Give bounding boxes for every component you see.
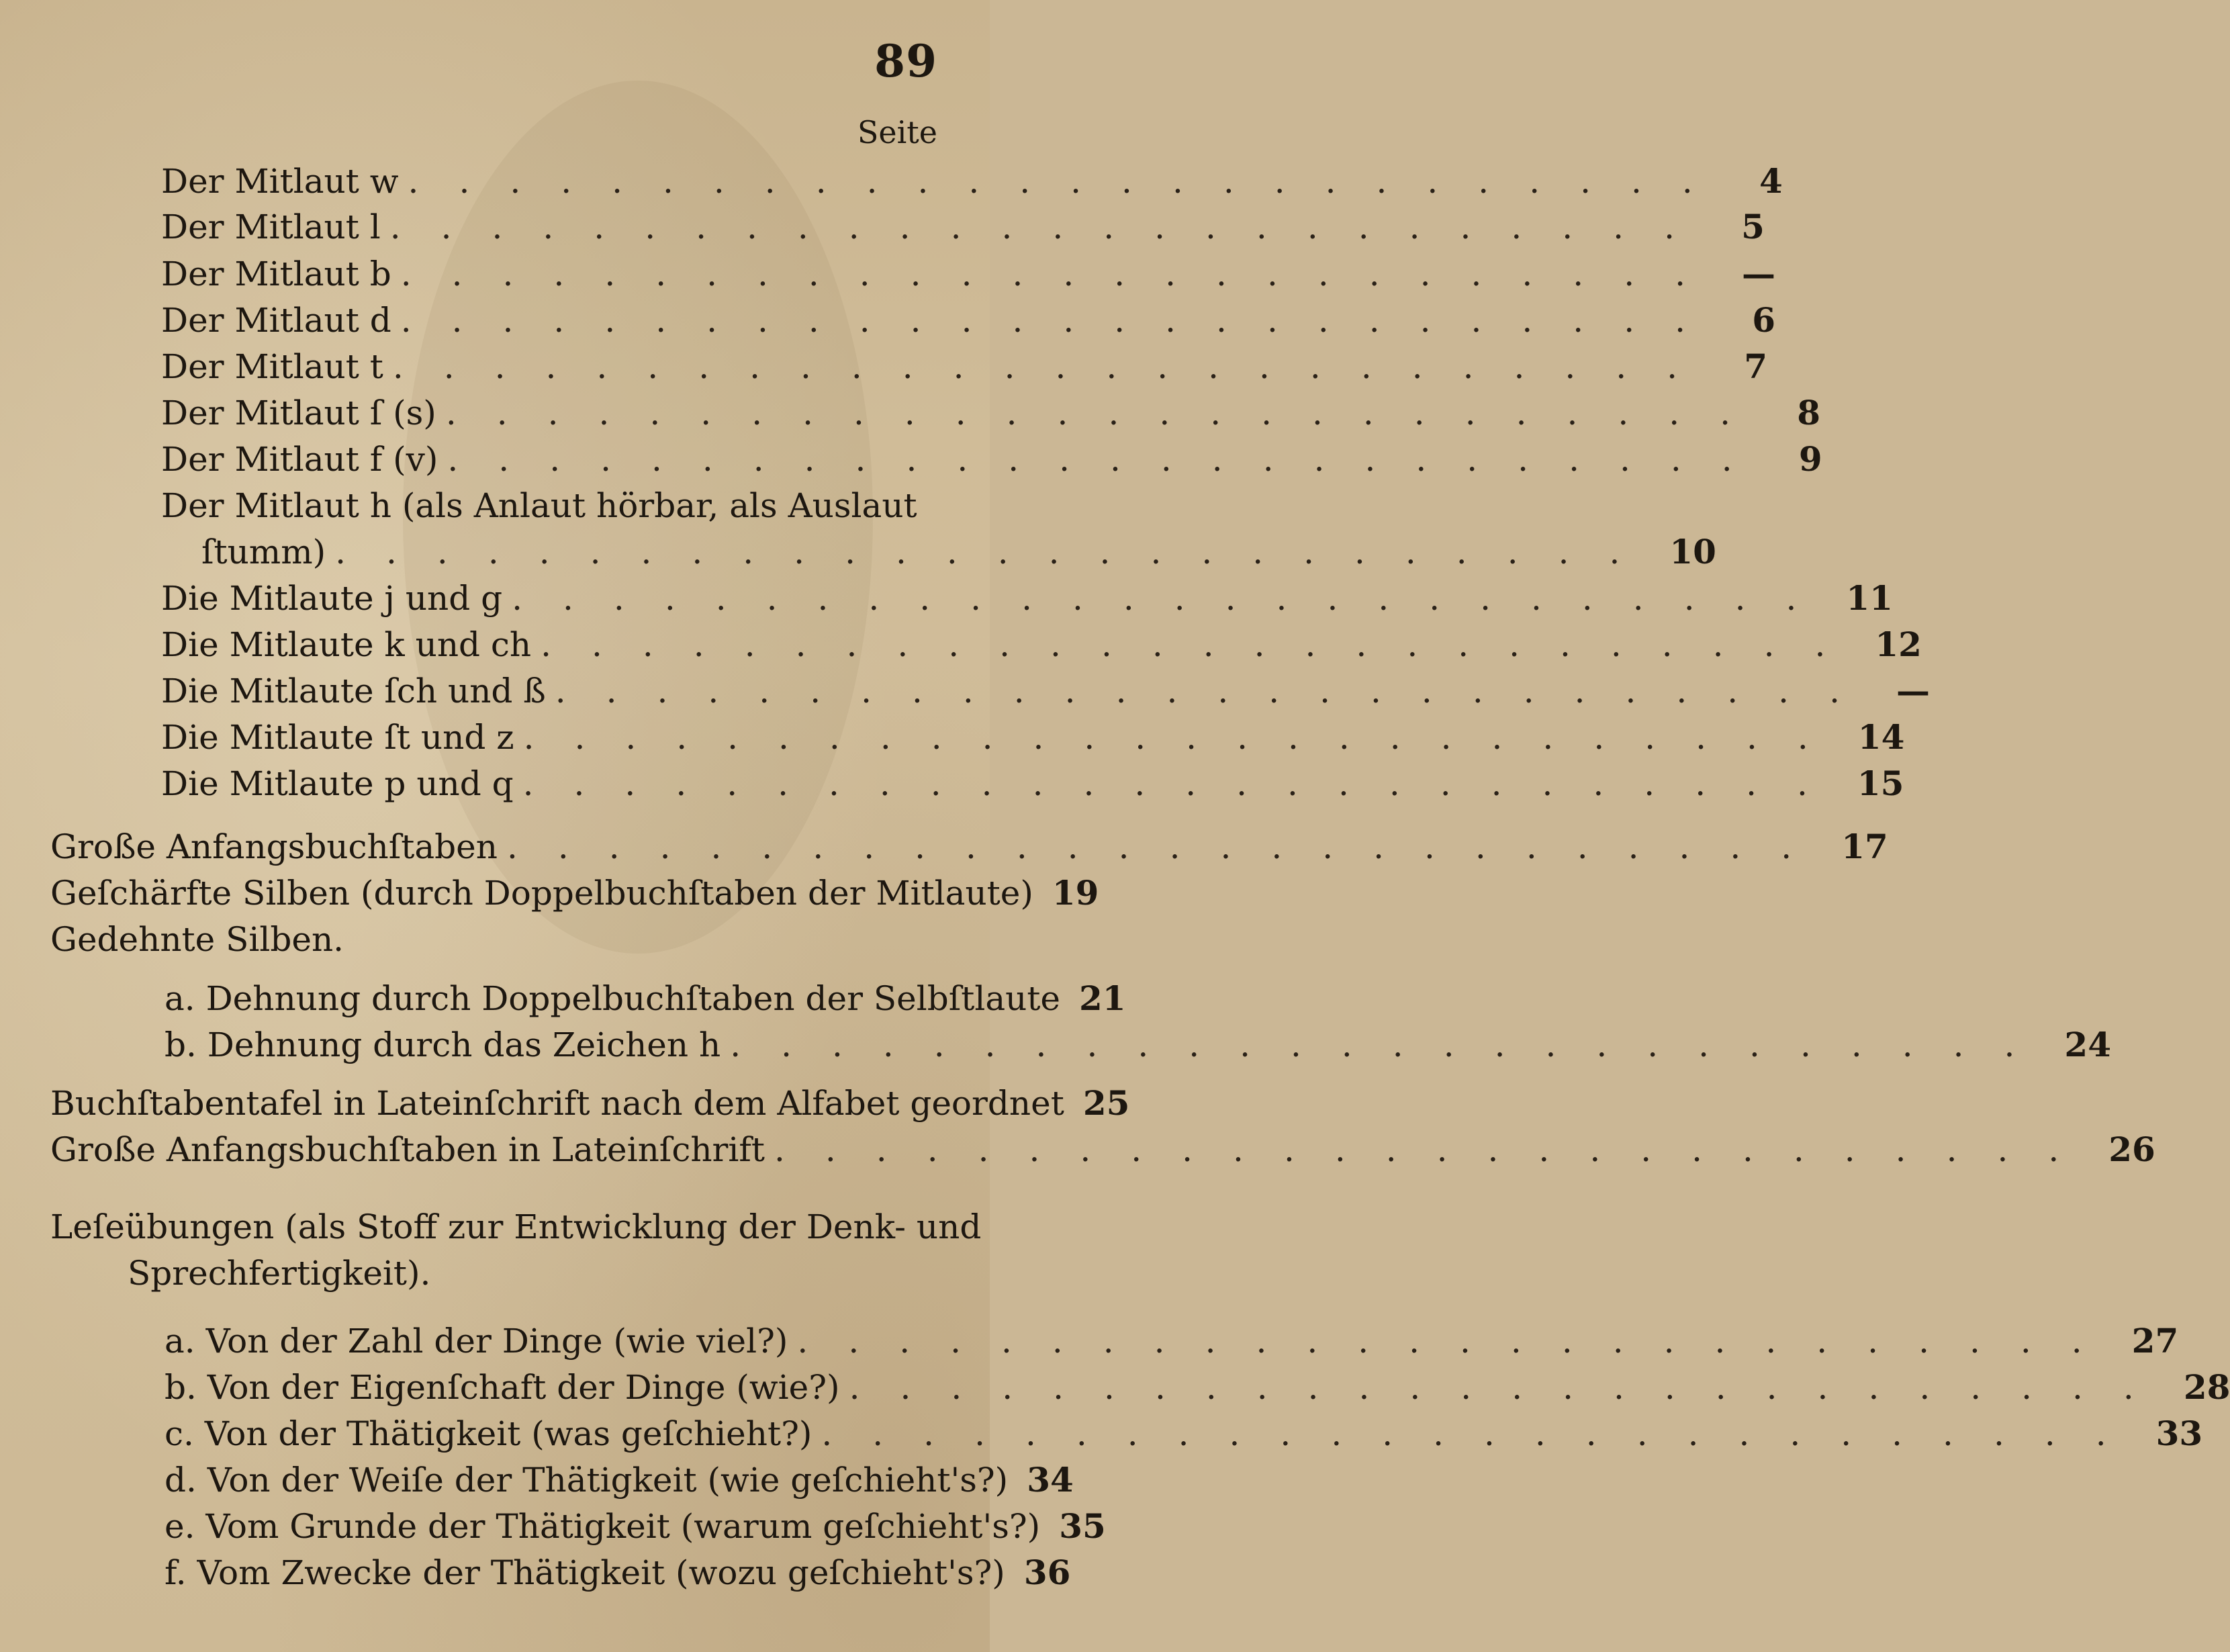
leader-dots: .......................... (392, 347, 1718, 386)
toc-entry-label: Der Mitlaut t (161, 347, 383, 386)
toc-entry-label: Sprechfertigkeit). (128, 1254, 431, 1293)
toc-entry-page: 24 (2064, 1025, 2112, 1064)
toc-entry-label: Der Mitlaut ſ (s) (161, 394, 436, 432)
leader-dots: .......................... (774, 1130, 2100, 1169)
leader-dots: .......................... (335, 533, 1661, 571)
toc-entry (50, 1083, 1130, 1123)
toc-entry-label: a. Von der Zahl der Dinge (wie viel?) (165, 1322, 788, 1361)
leader-dots: .......................... (400, 255, 1726, 293)
toc-entry-label: b. Dehnung durch das Zeichen h (165, 1025, 721, 1064)
toc-entry (50, 1130, 2155, 1169)
toc-entry-label: c. Von der Thätigkeit (was geſchieht?) (165, 1414, 812, 1453)
toc-entry (165, 1321, 2179, 1361)
toc-entry-page: — (1896, 671, 1930, 710)
toc-entry-page: 36 (1023, 1553, 1071, 1592)
toc-entry-label: Buchſtabentafel in Lateinſchrift nach dem Alfabet geordnet (50, 1084, 1064, 1123)
leader-dots: .......................... (506, 827, 1832, 866)
leader-dots: .......................... (522, 764, 1848, 803)
leader-dots: .......................... (389, 208, 1715, 246)
toc-entry-label: Große Anfangsbuchſtaben (50, 827, 498, 866)
toc-entry-label: Der Mitlaut l (161, 208, 381, 246)
leader-dots: .......................... (512, 579, 1837, 618)
toc-entry (161, 625, 1922, 664)
leader-dots: .......................... (541, 625, 1866, 664)
toc-entry (165, 1506, 1106, 1546)
leader-dots: .......................... (408, 162, 1733, 201)
toc-entry (165, 1414, 2203, 1453)
leader-dots: .......................... (797, 1322, 2123, 1361)
toc-entry-page: 9 (1798, 439, 1822, 479)
toc-entry (161, 671, 1930, 710)
toc-entry (165, 1025, 2112, 1064)
leader-dots: .......................... (447, 440, 1773, 479)
page-column-header: Seite (857, 114, 937, 150)
toc-entry (161, 578, 1893, 618)
toc-entry-page: 8 (1797, 393, 1821, 432)
leader-dots: .......................... (400, 301, 1726, 340)
toc-entry-page: 35 (1059, 1506, 1106, 1546)
toc-entry-label: e. Vom Grunde der Thätigkeit (warum geſchieht's?) (165, 1507, 1041, 1546)
toc-entry-page: 14 (1857, 717, 1905, 757)
toc-entry-page: 11 (1846, 578, 1893, 618)
toc-entry (161, 764, 1904, 803)
toc-entry (50, 827, 1888, 866)
toc-entry (161, 439, 1822, 479)
toc-entry-page: 7 (1744, 347, 1768, 386)
toc-entry-label: Die Mitlaute ſt und z (161, 718, 514, 757)
toc-entry-page: — (1741, 254, 1775, 293)
toc-entry (165, 1367, 2230, 1407)
toc-entry-label: Leſeübungen (als Stoff zur Entwicklung der Denk- und (50, 1207, 982, 1246)
toc-entry-page: 10 (1669, 532, 1716, 571)
leader-dots: .......................... (445, 394, 1771, 432)
toc-entry (161, 393, 1821, 432)
toc-entry-label: f. Vom Zwecke der Thätigkeit (wozu geſchieht's?) (165, 1553, 1005, 1592)
toc-entry-label: d. Von der Weiſe der Thätigkeit (wie geſchieht's?) (165, 1461, 1009, 1500)
toc-entry (161, 161, 1783, 201)
toc-entry-page: 33 (2155, 1414, 2203, 1453)
toc-entry-label: Der Mitlaut b (161, 255, 391, 293)
toc-entry-label: Der Mitlaut f (v) (161, 440, 438, 479)
toc-entry-page: 5 (1741, 207, 1765, 246)
toc-entry-page: 17 (1841, 827, 1888, 866)
toc-entry-label: b. Von der Eigenſchaft der Dinge (wie?) (165, 1368, 840, 1407)
toc-entry-page: 25 (1082, 1083, 1130, 1123)
toc-entry-page: 12 (1875, 625, 1922, 664)
toc-entry-page: 27 (2131, 1321, 2179, 1361)
toc-entry-label: Der Mitlaut w (161, 162, 399, 201)
toc-entry-label: Die Mitlaute k und ch (161, 625, 532, 664)
toc-entry-label: ſtumm) (201, 533, 326, 571)
toc-entry (165, 1553, 1071, 1592)
toc-entry-label: Der Mitlaut d (161, 301, 391, 340)
toc-entry (201, 532, 1716, 571)
page-number: 89 (874, 35, 937, 87)
toc-entry-label: Die Mitlaute p und q (161, 764, 514, 803)
toc-entry-label: Gedehnte Silben. (50, 920, 344, 959)
toc-entry (165, 1460, 1074, 1500)
leader-dots: .......................... (821, 1414, 2147, 1453)
leader-dots: .......................... (555, 672, 1880, 710)
toc-entry-page: 21 (1079, 978, 1126, 1018)
toc-entry-label: Große Anfangsbuchſtaben in Lateinſchrift (50, 1130, 765, 1169)
toc-entry-page: 4 (1759, 161, 1783, 201)
leader-dots: .......................... (730, 1025, 2055, 1064)
toc-entry-page: 15 (1857, 764, 1904, 803)
toc-entry (161, 717, 1905, 757)
toc-entry (161, 207, 1765, 246)
leader-dots: .......................... (523, 718, 1849, 757)
toc-entry-label: Der Mitlaut h (als Anlaut hörbar, als Auslaut (161, 486, 917, 525)
toc-entry-page: 34 (1027, 1460, 1074, 1500)
toc-entry-label: Geſchärfte Silben (durch Doppelbuchſtaben der Mitlaute) (50, 874, 1033, 913)
toc-entry-label: Die Mitlaute j und g (161, 579, 503, 618)
toc-entry-page: 28 (2183, 1367, 2230, 1407)
leader-dots: .......................... (849, 1368, 2174, 1407)
toc-entry (165, 978, 1126, 1018)
toc-entry-page: 6 (1752, 300, 1775, 340)
toc-entry-page: 19 (1052, 873, 1099, 913)
toc-entry (161, 347, 1768, 386)
toc-entry-page: 26 (2108, 1130, 2155, 1169)
toc-entry-label: a. Dehnung durch Doppelbuchſtaben der Selbſtlaute (165, 979, 1061, 1018)
toc-entry (161, 300, 1775, 340)
toc-entry (50, 873, 1099, 913)
toc-entry (161, 254, 1775, 293)
toc-entry-label: Die Mitlaute ſch und ß (161, 672, 546, 710)
